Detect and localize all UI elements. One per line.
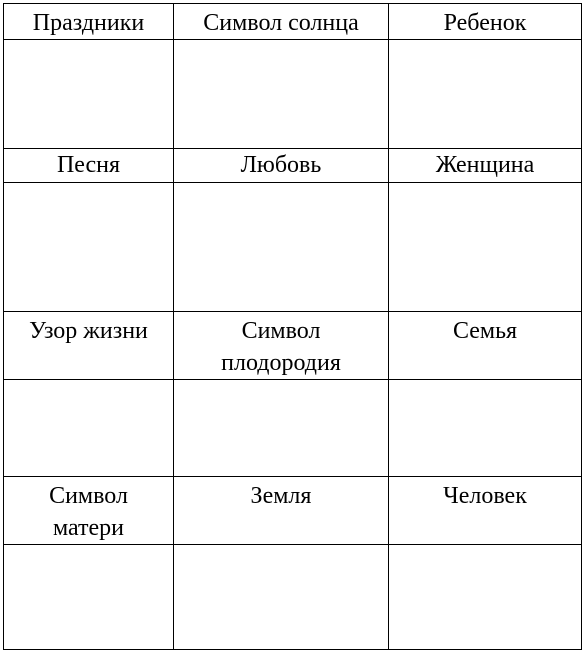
cell-label	[4, 312, 174, 380]
cell-text: Символ солнца	[203, 10, 359, 36]
cell-label	[174, 477, 389, 545]
cell-text: Любовь	[240, 152, 322, 178]
blank-cell	[389, 40, 582, 149]
cell-text: Символ матери	[49, 483, 128, 541]
cell-label	[4, 477, 174, 545]
cell-text: Песня	[56, 152, 121, 178]
label-row-3	[4, 312, 582, 380]
label-row-1	[4, 4, 582, 40]
blank-cell	[389, 183, 582, 312]
blank-row-3	[4, 380, 582, 477]
cell-text: Женщина	[435, 152, 535, 178]
label-row-2	[4, 149, 582, 183]
cell-text: Человек	[443, 483, 527, 509]
blank-cell	[4, 40, 174, 149]
blank-row-4	[4, 545, 582, 650]
cell-label	[4, 4, 174, 40]
blank-cell	[4, 380, 174, 477]
cell-text: Символ плодородия	[221, 318, 341, 376]
cell-label	[389, 149, 582, 183]
blank-cell	[174, 40, 389, 149]
cell-label	[389, 312, 582, 380]
blank-cell	[174, 380, 389, 477]
blank-cell	[389, 545, 582, 650]
cell-text: Земля	[250, 483, 312, 509]
cell-text: Праздники	[32, 10, 145, 36]
cell-label	[174, 312, 389, 380]
cell-label	[174, 149, 389, 183]
word-card-table	[3, 3, 582, 650]
cell-label	[389, 4, 582, 40]
cell-label	[389, 477, 582, 545]
label-row-4	[4, 477, 582, 545]
cell-text: Ребенок	[443, 10, 527, 36]
blank-row-1	[4, 40, 582, 149]
blank-cell	[4, 545, 174, 650]
cell-label	[4, 149, 174, 183]
blank-row-2	[4, 183, 582, 312]
cell-label	[174, 4, 389, 40]
blank-cell	[389, 380, 582, 477]
cell-text: Узор жизни	[29, 318, 148, 344]
blank-cell	[174, 545, 389, 650]
blank-cell	[174, 183, 389, 312]
cell-text: Семья	[452, 318, 518, 344]
blank-cell	[4, 183, 174, 312]
